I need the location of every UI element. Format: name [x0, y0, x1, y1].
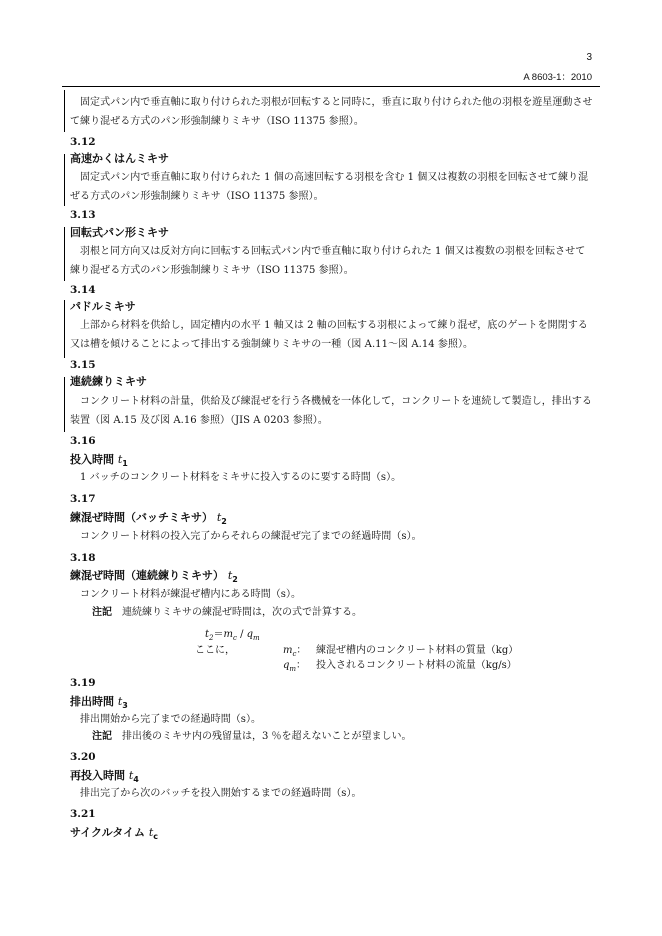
formula-subscript: 2: [209, 634, 214, 642]
clause-number: 3.12: [70, 136, 96, 148]
change-bar: [64, 300, 65, 358]
clause-definition: 羽根と同方向又は反対方向に回転する回転式パン内で垂直軸に取り付けられた 1 個又は複数の羽根を回転させて練り混ぜる方式のパン形強制練りミキサ（ISO 11375 参照）。: [70, 246, 586, 276]
clause-number: 3.21: [70, 808, 96, 820]
clause-definition: 1 バッチのコンクリート材料をミキサに投入するのに要する時間（s）。: [80, 472, 402, 483]
formula-symbol: q: [246, 629, 254, 640]
change-bar: [64, 227, 65, 281]
note-text: 連続練りミキサの練混ぜ時間は，次の式で計算する。: [122, 607, 362, 618]
clause-number: 3.20: [70, 751, 96, 763]
note: [92, 605, 362, 621]
note-text: 排出後のミキサ内の残留量は，3 ％を超えないことが望ましい。: [122, 731, 412, 742]
term-symbol: t: [148, 826, 154, 839]
term-symbol: t: [227, 569, 233, 582]
clause-definition: コンクリート材料の投入完了からそれらの練混ぜ完了までの経過時間（s）。: [80, 531, 422, 542]
variable-subscript: m: [289, 665, 297, 673]
clause-term: 連続練りミキサ: [70, 375, 147, 388]
clause-term: パドルミキサ: [70, 300, 136, 313]
formula-operator: ＝: [213, 629, 224, 640]
note-label: 注記: [92, 731, 112, 742]
clause-number: 3.15: [70, 359, 96, 371]
term-subscript: 2: [232, 575, 238, 585]
clause-term: 回転式パン形ミキサ: [70, 226, 169, 239]
term-symbol: t: [216, 511, 222, 524]
term-text: サイクルタイム: [70, 826, 146, 839]
formula-subscript: c: [232, 634, 237, 642]
where-label: ここに，: [195, 645, 235, 656]
clause-term: [70, 825, 595, 845]
formula-symbol: m: [223, 629, 233, 640]
clause-definition: コンクリート材料が練混ぜ槽内にある時間（s）。: [80, 589, 302, 600]
header-rule: [62, 86, 600, 87]
clause-definition: 排出完了から次のバッチを投入開始するまでの経過時間（s）。: [80, 788, 362, 799]
change-bar: [64, 154, 65, 206]
clause-definition: コンクリート材料の計量，供給及び練混ぜを行う各機械を一体化して，コンクリートを連続して製造し，排出する装置（図 A.15 及び図 A.16 参照）（JIS A 0203 参照）。: [70, 396, 592, 426]
clause-number: 3.17: [70, 493, 96, 505]
variable-colon: ：: [296, 660, 307, 671]
change-bar: [64, 90, 65, 132]
note-label: 注記: [92, 607, 112, 618]
formula-symbol: t: [205, 629, 210, 640]
clause-number: 3.13: [70, 209, 96, 221]
clause-number: 3.14: [70, 284, 96, 296]
intro-paragraph: 固定式パン内で垂直軸に取り付けられた羽根が回転すると同時に，垂直に取り付けられた他の羽根を遊星運動させて練り混ぜる方式のパン形強制練りミキサ（ISO 11375 参照）。: [70, 97, 593, 127]
variable-letter: q: [283, 660, 290, 671]
variable-symbol: [283, 656, 306, 673]
variable-colon: ：: [296, 645, 307, 656]
term-subscript: 3: [122, 701, 128, 711]
clause-definition: 排出開始から完了までの経過時間（s）。: [80, 714, 262, 725]
note: [92, 729, 412, 745]
term-symbol: t: [117, 695, 123, 708]
term-subscript: 2: [221, 517, 227, 527]
term-subscript: 1: [122, 459, 128, 469]
term-text: 排出時間: [70, 695, 114, 708]
term-text: 投入時間: [70, 453, 114, 466]
term-symbol: t: [117, 453, 123, 466]
page-number: 3: [586, 52, 592, 63]
variable-subscript: c: [292, 650, 297, 658]
variable-description: 投入されるコンクリート材料の流量（kg/s）: [316, 660, 517, 671]
term-symbol: t: [128, 769, 134, 782]
clause-term: 高速かくはんミキサ: [70, 152, 169, 165]
clause-number: 3.16: [70, 435, 96, 447]
clause-definition: 上部から材料を供給し，固定槽内の水平 1 軸又は 2 軸の回転する羽根によって練り混ぜ，底のゲートを開閉する又は槽を傾けることによって排出する強制練りミキサの一種（図 A.11～図 A.14 参照）。: [70, 320, 588, 350]
term-text: 再投入時間: [70, 769, 125, 782]
standard-header: A 8603-1：2010: [523, 72, 592, 83]
term-text: 練混ぜ時間（バッチミキサ）: [70, 511, 213, 524]
term-text: 練混ぜ時間（連続練りミキサ）: [70, 569, 224, 582]
formula-operator: /: [236, 629, 247, 640]
variable-letter: m: [283, 645, 293, 656]
term-subscript: 4: [133, 775, 139, 785]
clause-number: 3.19: [70, 677, 96, 689]
formula-subscript: m: [253, 634, 260, 642]
term-subscript: c: [153, 832, 159, 842]
variable-description: 練混ぜ槽内のコンクリート材料の質量（kg）: [316, 645, 519, 656]
change-bar: [64, 377, 65, 432]
formula: [205, 625, 260, 642]
clause-number: 3.18: [70, 552, 96, 564]
clause-definition: 固定式パン内で垂直軸に取り付けられた 1 個の高速回転する羽根を含む 1 個又は複数の羽根を回転させて練り混ぜる方式のパン形強制練りミキサ（ISO 11375 参照）。: [70, 172, 589, 202]
